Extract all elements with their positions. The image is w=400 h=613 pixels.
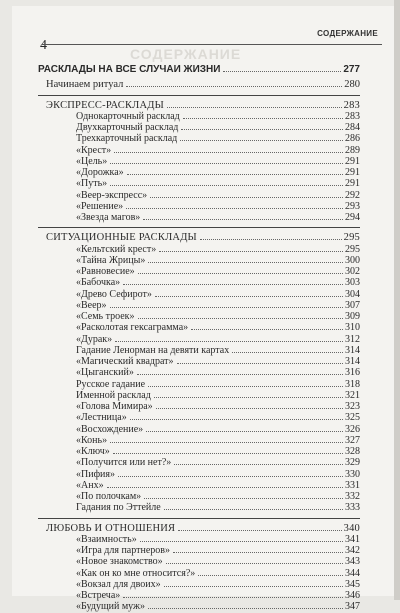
toc-entry-title: «Крест» — [76, 144, 112, 156]
toc-item — [38, 356, 360, 367]
toc-entry-page: 343 — [345, 556, 360, 568]
toc-entry-title: «Вокзал для двоих» — [76, 578, 161, 590]
toc-leader — [140, 541, 343, 542]
toc-leader — [110, 442, 343, 443]
toc-entry-title: «Тайна Жрицы» — [76, 254, 146, 266]
toc-item — [38, 379, 360, 390]
toc-intro-entry — [38, 79, 360, 90]
toc-entry-title: «Магический квадрат» — [76, 356, 174, 367]
toc-leader — [143, 219, 343, 220]
toc-item — [38, 367, 360, 378]
toc-entry-title: Именной расклад — [76, 389, 151, 401]
table-of-contents — [38, 64, 360, 613]
toc-entry-page: 303 — [345, 277, 360, 289]
section-divider — [38, 227, 360, 228]
toc-entry-page: 300 — [345, 254, 360, 266]
toc-item — [38, 133, 360, 144]
toc-entry-page: 283 — [345, 110, 360, 122]
toc-entry-page: 325 — [345, 412, 360, 424]
toc-item — [38, 446, 360, 457]
toc-leader — [159, 251, 343, 252]
toc-entry-title: «Семь троек» — [76, 311, 135, 322]
toc-entry-page: 295 — [345, 243, 360, 255]
toc-item — [38, 244, 360, 255]
toc-entry-title: Русское гадание — [76, 378, 146, 390]
toc-entry-title: Двухкарточный расклад — [76, 122, 179, 133]
toc-entry-title: Гадание Ленорман на девяти картах — [76, 344, 230, 356]
toc-leader — [130, 419, 343, 420]
toc-entry-title: «По полочкам» — [76, 491, 142, 502]
toc-item — [38, 212, 360, 223]
toc-entry-page: 277 — [343, 64, 360, 75]
toc-leader — [164, 586, 343, 587]
toc-entry-page: 302 — [345, 266, 360, 277]
toc-item — [38, 457, 360, 468]
toc-entry-page: 291 — [345, 178, 360, 190]
toc-entry-title: «Равновесие» — [76, 266, 135, 277]
header-rule — [42, 44, 382, 45]
toc-section-heading — [38, 232, 360, 243]
toc-leader — [155, 296, 343, 297]
toc-item — [38, 311, 360, 322]
toc-entry-title: «Анх» — [76, 479, 104, 491]
section-divider — [38, 95, 360, 96]
running-head: СОДЕРЖАНИЕ — [317, 29, 378, 38]
toc-leader — [127, 174, 343, 175]
toc-item — [38, 491, 360, 502]
toc-entry-title: «Как он ко мне относится?» — [76, 567, 196, 579]
toc-entry-page: 323 — [345, 401, 360, 412]
toc-entry-page: 309 — [345, 311, 360, 322]
toc-item — [38, 111, 360, 122]
toc-leader — [148, 262, 343, 263]
toc-entry-title: «Цель» — [76, 155, 108, 167]
toc-entry-title: «Цыганский» — [76, 367, 134, 379]
toc-entry-title: Гадания по Эттейле — [76, 502, 161, 514]
toc-leader — [177, 363, 343, 364]
toc-leader — [148, 608, 343, 609]
toc-entry-title: «Встреча» — [76, 590, 121, 601]
toc-item — [38, 345, 360, 356]
toc-item — [38, 156, 360, 167]
toc-entry-title: «Расколотая гексаграмма» — [76, 322, 189, 334]
toc-entry-page: 314 — [345, 356, 360, 367]
toc-entry-title: «Взаимность» — [76, 533, 137, 545]
toc-item — [38, 322, 360, 333]
toc-entry-page: 344 — [345, 567, 360, 579]
toc-entry-page: 295 — [343, 232, 360, 244]
toc-entry-page: 280 — [344, 79, 360, 91]
toc-entry-title: «Бабочка» — [76, 277, 121, 289]
toc-item — [38, 556, 360, 567]
toc-entry-title: «Веер» — [76, 299, 107, 311]
toc-entry-page: 307 — [345, 299, 360, 311]
toc-item — [38, 190, 360, 201]
toc-item — [38, 480, 360, 491]
toc-leader — [232, 352, 343, 353]
toc-entry-title: «Дорожка» — [76, 167, 124, 178]
toc-entry-page: 341 — [345, 533, 360, 545]
toc-leader — [110, 307, 343, 308]
toc-leader — [150, 197, 343, 198]
toc-item — [38, 289, 360, 300]
toc-entry-title: «Ключ» — [76, 446, 110, 457]
toc-entry-title: Начинаем ритуал — [46, 79, 124, 91]
toc-item — [38, 601, 360, 612]
toc-entry-title: «Древо Сефирот» — [76, 288, 152, 300]
toc-leader — [123, 284, 343, 285]
toc-entry-title: «Получится или нет?» — [76, 457, 172, 469]
toc-entry-title: «Игра для партнеров» — [76, 545, 170, 556]
toc-item — [38, 502, 360, 513]
toc-entry-title: СИТУАЦИОННЫЕ РАСКЛАДЫ — [46, 232, 197, 244]
toc-section-heading — [38, 100, 360, 111]
toc-entry-title: «Лестница» — [76, 412, 127, 424]
toc-entry-page: 312 — [345, 333, 360, 345]
toc-item — [38, 178, 360, 189]
toc-leader — [166, 563, 343, 564]
toc-item — [38, 579, 360, 590]
toc-entry-title: «Путь» — [76, 178, 108, 190]
toc-entry-title: «Восхождение» — [76, 423, 144, 435]
toc-entry-title: «Звезда магов» — [76, 212, 141, 223]
toc-item — [38, 424, 360, 435]
toc-leader — [198, 575, 343, 576]
toc-leader — [167, 107, 342, 108]
toc-leader — [137, 374, 343, 375]
toc-entry-page: 286 — [345, 133, 360, 145]
toc-leader — [191, 329, 343, 330]
toc-entry-title: «Дурак» — [76, 333, 113, 345]
toc-leader — [200, 239, 342, 240]
toc-leader — [180, 140, 343, 141]
toc-entry-page: 332 — [345, 491, 360, 502]
toc-entry-title: «Конь» — [76, 434, 108, 446]
toc-leader — [110, 163, 343, 164]
toc-entry-title: «Будущий муж» — [76, 601, 145, 613]
toc-entry-page: 294 — [345, 212, 360, 223]
toc-leader — [113, 453, 343, 454]
toc-entry-page: 304 — [345, 288, 360, 300]
toc-item — [38, 145, 360, 156]
toc-leader — [138, 273, 343, 274]
toc-entry-page: 321 — [345, 389, 360, 401]
toc-entry-title: «Новое знакомство» — [76, 556, 163, 568]
toc-entry-page: 327 — [345, 434, 360, 446]
page-edge — [394, 0, 400, 600]
toc-entry-title: «Пифия» — [76, 468, 116, 480]
toc-leader — [181, 129, 343, 130]
toc-entry-title: «Голова Мимира» — [76, 401, 153, 412]
toc-entry-title: РАСКЛАДЫ НА ВСЕ СЛУЧАИ ЖИЗНИ — [38, 64, 221, 75]
toc-entry-page: 293 — [345, 200, 360, 212]
toc-entry-title: «Решение» — [76, 200, 124, 212]
toc-leader — [144, 498, 343, 499]
toc-item — [38, 412, 360, 423]
toc-entry-page: 284 — [345, 122, 360, 133]
toc-leader — [154, 397, 343, 398]
toc-entry-page: 331 — [345, 479, 360, 491]
toc-entry-title: «Веер-экспресс» — [76, 189, 148, 201]
toc-entry-page: 310 — [345, 322, 360, 334]
toc-leader — [115, 341, 343, 342]
toc-leader — [148, 386, 343, 387]
toc-leader — [156, 408, 343, 409]
toc-entry-title: Трехкарточный расклад — [76, 133, 178, 145]
toc-leader — [146, 431, 343, 432]
toc-entry-title: «Кельтский крест» — [76, 243, 157, 255]
toc-item — [38, 266, 360, 277]
toc-leader — [183, 118, 343, 119]
toc-entry-page: 329 — [345, 457, 360, 469]
toc-item — [38, 167, 360, 178]
toc-item — [38, 201, 360, 212]
toc-entry-page: 347 — [345, 601, 360, 613]
toc-item — [38, 255, 360, 266]
toc-leader — [223, 71, 341, 72]
section-divider — [38, 518, 360, 519]
toc-leader — [174, 464, 343, 465]
toc-item — [38, 277, 360, 288]
toc-entry-page: 314 — [345, 344, 360, 356]
toc-item — [38, 568, 360, 579]
toc-entry-page: 346 — [345, 590, 360, 601]
toc-leader — [114, 152, 343, 153]
toc-leader — [126, 208, 343, 209]
toc-leader — [173, 552, 343, 553]
toc-entry-page: 333 — [345, 502, 360, 514]
toc-entry-page: 318 — [345, 378, 360, 390]
toc-entry-page: 342 — [345, 545, 360, 556]
toc-entry-page: 326 — [345, 423, 360, 435]
toc-sections — [38, 95, 360, 613]
toc-leader — [138, 318, 343, 319]
toc-entry-page: 292 — [345, 189, 360, 201]
toc-entry-page: 291 — [345, 155, 360, 167]
toc-main-entry — [38, 64, 360, 75]
toc-item — [38, 534, 360, 545]
toc-entry-page: 330 — [345, 468, 360, 480]
toc-entry-page: 289 — [345, 144, 360, 156]
toc-item — [38, 122, 360, 133]
toc-entry-title: ЭКСПРЕСС-РАСКЛАДЫ — [46, 99, 165, 111]
toc-leader — [123, 597, 343, 598]
toc-leader — [118, 476, 343, 477]
toc-entry-page: 291 — [345, 167, 360, 178]
toc-item — [38, 469, 360, 480]
toc-item — [38, 334, 360, 345]
toc-entry-page: 316 — [345, 367, 360, 379]
watermark-text: СОДЕРЖАНИЕ — [130, 46, 242, 62]
toc-item — [38, 401, 360, 412]
toc-item — [38, 390, 360, 401]
page-number: 4 — [40, 38, 47, 53]
toc-leader — [110, 185, 343, 186]
toc-entry-page: 283 — [343, 99, 360, 111]
toc-leader — [126, 86, 342, 87]
toc-item — [38, 300, 360, 311]
toc-item — [38, 545, 360, 556]
toc-entry-page: 345 — [345, 578, 360, 590]
toc-leader — [107, 487, 343, 488]
toc-entry-page: 340 — [343, 522, 360, 534]
toc-entry-title: Однокарточный расклад — [76, 110, 180, 122]
toc-entry-title: ЛЮБОВЬ И ОТНОШЕНИЯ — [46, 522, 176, 534]
toc-item — [38, 435, 360, 446]
toc-section-heading — [38, 523, 360, 534]
toc-leader — [164, 509, 343, 510]
toc-entry-page: 328 — [345, 446, 360, 457]
toc-leader — [178, 530, 341, 531]
